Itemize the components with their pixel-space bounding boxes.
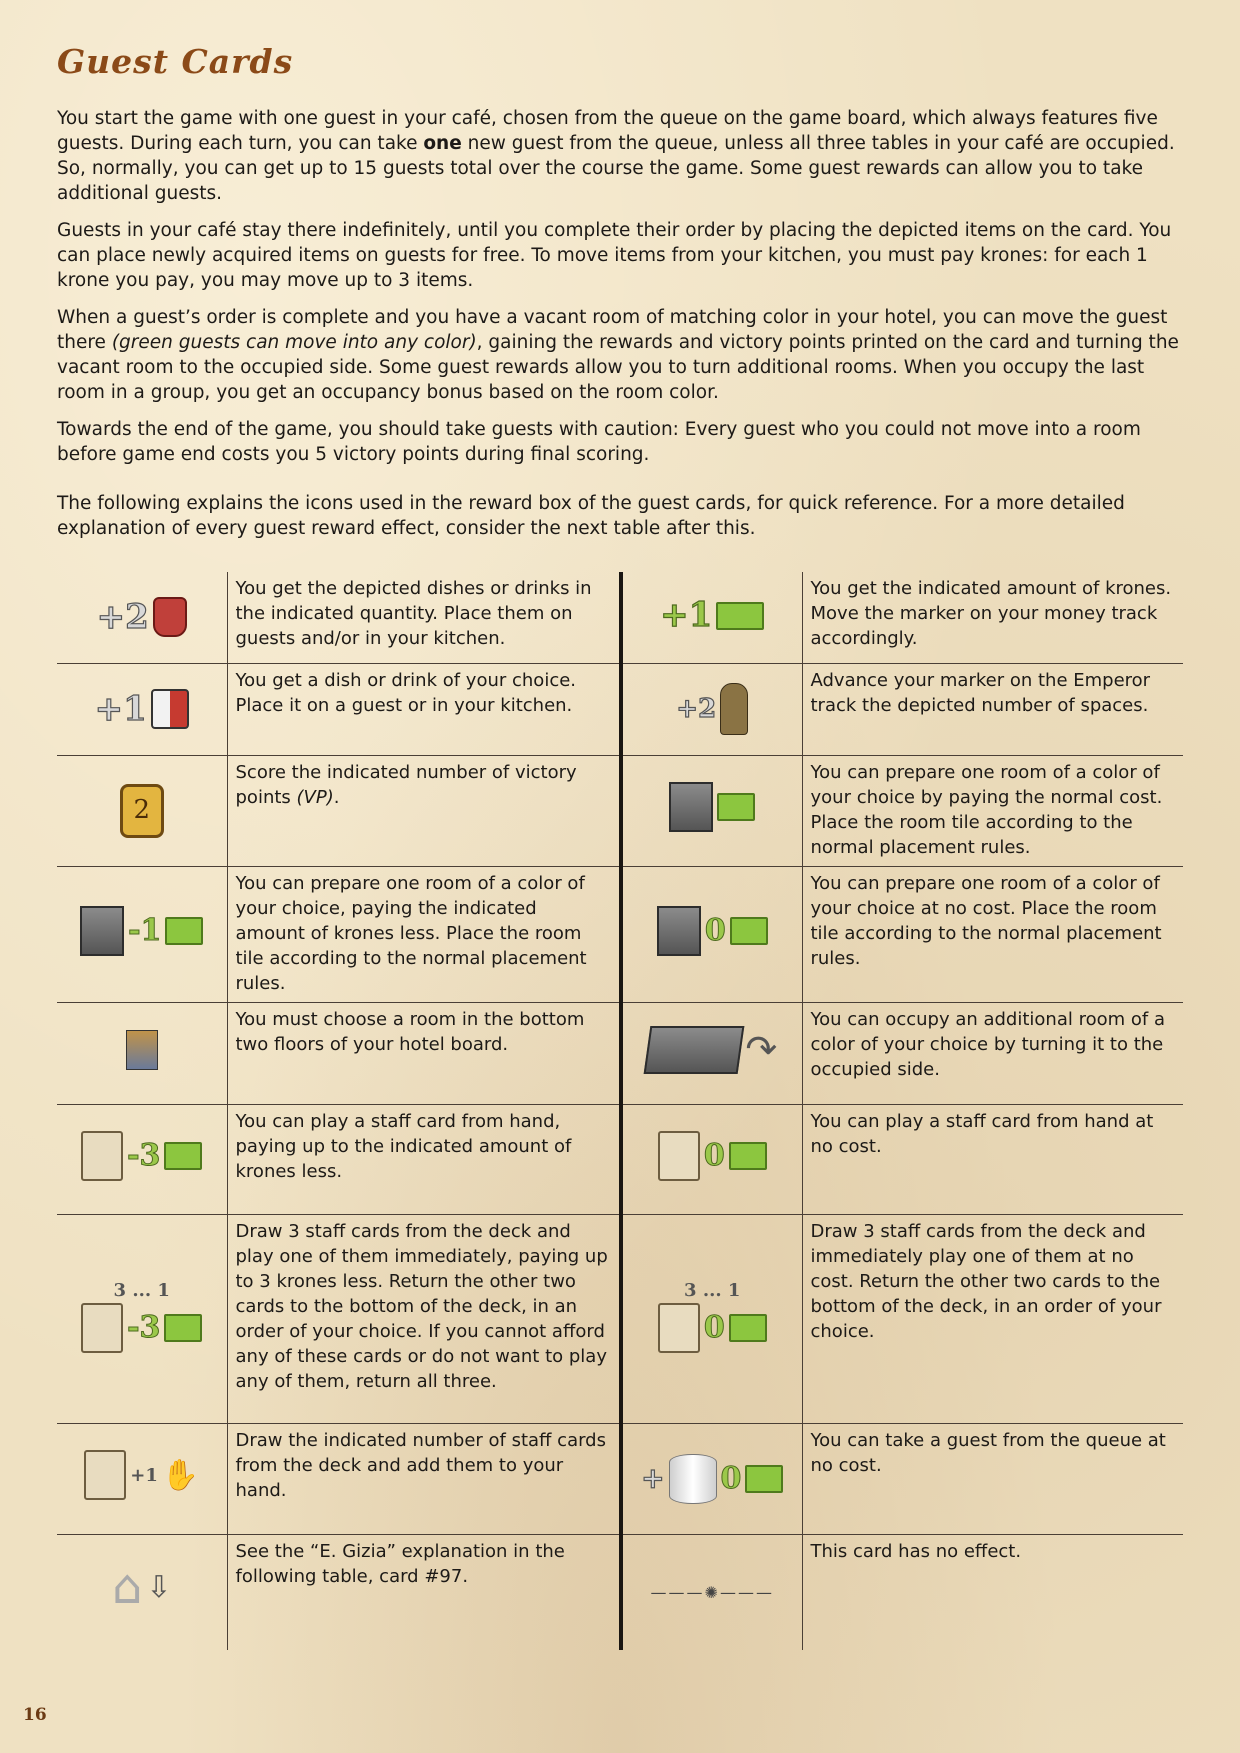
row8-left-text: Draw the indicated number of staff cards from the deck and add them to your hand.	[227, 1423, 621, 1534]
draw-range-label: 3 ... 1	[684, 1279, 741, 1301]
room-tile-icon	[669, 782, 713, 832]
money-icon	[717, 793, 755, 821]
row3-right-text: You can prepare one room of a color of your choice by paying the normal cost. Place the room tile according to the normal placement rules.	[810, 761, 1163, 858]
guest-table-icon	[669, 1454, 717, 1504]
intro-p1-b: new guest from the queue, unless all three tables in your café are occupied. So, normally, you can get up to 15 guests total over the course the game. Some guest rewards can allow you to take additional guests.	[57, 133, 1175, 204]
row3-left-text	[227, 755, 621, 866]
emperor-bust-icon	[621, 663, 802, 755]
row2-right-text: Advance your marker on the Emperor track the depicted number of spaces.	[810, 669, 1151, 716]
prepare-room-discount-icon	[57, 866, 227, 1002]
staff-free-icon	[621, 1104, 802, 1214]
choice-flag-icon	[151, 689, 189, 729]
money-icon	[165, 917, 203, 945]
plus1-label: +1	[660, 595, 713, 635]
draw-range-label: 3 ... 1	[113, 1279, 170, 1301]
table-row	[57, 1534, 1183, 1650]
table-row	[57, 1002, 1183, 1104]
money-icon	[164, 1142, 202, 1170]
staff-card-icon	[81, 1303, 123, 1353]
intro-p3-a: When a guest’s order is complete and you have a vacant room of matching color in your hotel, you can move the guest there	[57, 307, 1168, 353]
staff-discount-icon	[57, 1104, 227, 1214]
row3-left-b: .	[333, 786, 340, 808]
take-guest-free-icon	[621, 1423, 802, 1534]
row7-right-text: Draw 3 staff cards from the deck and immediately play one of them at no cost. Return the other two cards to the bottom of the deck, in an order of your choice.	[810, 1220, 1162, 1342]
money-icon	[716, 602, 764, 630]
page-number: 16	[23, 1705, 47, 1725]
room-flip-icon	[644, 1026, 745, 1074]
row8-right-text: You can take a guest from the queue at no cost.	[810, 1429, 1166, 1476]
minus3-label: -3	[127, 1310, 161, 1345]
row7-left-text: Draw 3 staff cards from the deck and play one of them immediately, paying up to 3 krones less. Return the other two cards to the bottom of the deck, in an order of your choice. If you cannot afford any of these cards or do not want to play any of them, return all three.	[227, 1214, 621, 1423]
plus2-label: +2	[96, 596, 149, 637]
draw-staff-hand-icon	[57, 1423, 227, 1534]
krone-money-icon	[621, 572, 802, 663]
room-tile-icon	[80, 906, 124, 956]
money-icon	[729, 1314, 767, 1342]
gizia-icon	[57, 1534, 227, 1650]
icon-reference-table	[57, 572, 1183, 1650]
draw-staff-discount-icon	[57, 1214, 227, 1423]
staff-card-icon	[81, 1131, 123, 1181]
occupy-room-icon	[621, 1002, 802, 1104]
zero-label: 0	[703, 1310, 725, 1345]
plus1-label: +1	[94, 688, 147, 729]
staff-card-icon	[84, 1450, 126, 1500]
row1-left-text: You get the depicted dishes or drinks in the indicated quantity. Place them on guests and/or in your kitchen.	[227, 572, 621, 663]
intro-paragraph-2: Guests in your café stay there indefinitely, until you complete their order by placing the depicted items on the card. You can place newly acquired items on guests for free. To move items from your kitchen, you must pay krones: for each 1 krone you pay, you may move up to 3 items.	[57, 220, 1172, 291]
intro-paragraph-1	[57, 106, 1182, 206]
intro-paragraph-5: The following explains the icons used in the reward box of the guest cards, for quick reference. For a more detailed explanation of every guest reward effect, consider the next table after this.	[57, 493, 1125, 539]
choice-item-icon	[57, 663, 227, 755]
zero-label: 0	[703, 1138, 725, 1173]
row6-left-text: You can play a staff card from hand, paying up to the indicated amount of krones less.	[227, 1104, 621, 1214]
table-row	[57, 755, 1183, 866]
minus3-label: -3	[127, 1138, 161, 1173]
table-row	[57, 1423, 1183, 1534]
row3-left-italic: (VP)	[296, 786, 334, 808]
vp-token: 2	[120, 784, 164, 838]
prepare-room-free-icon	[621, 866, 802, 1002]
table-row	[57, 1214, 1183, 1423]
crossed-arrow-icon: ⇩	[146, 1569, 172, 1605]
hand-icon: ✋	[161, 1457, 200, 1493]
dish-drink-icon	[57, 572, 227, 663]
money-icon	[729, 1142, 767, 1170]
page-title: Guest Cards	[57, 42, 294, 81]
row5-right-text: You can occupy an additional room of a color of your choice by turning it to the occupied side.	[810, 1008, 1165, 1080]
table-row	[57, 572, 1183, 663]
intro-text	[57, 106, 1182, 553]
intro-p3-italic: (green guests can move into any color)	[111, 332, 477, 353]
curved-arrow-icon: ↷	[745, 1027, 778, 1071]
intro-paragraph-4: Towards the end of the game, you should take guests with caution: Every guest who you could not move into a room before game end costs you 5 victory points during final scoring.	[57, 419, 1141, 465]
money-icon	[730, 917, 768, 945]
staff-card-icon	[658, 1303, 700, 1353]
money-icon	[745, 1465, 783, 1493]
hotel-floors-icon	[126, 1030, 158, 1070]
plus2-label: +2	[676, 693, 717, 724]
money-icon	[164, 1314, 202, 1342]
castle-icon: ⌂	[111, 1558, 143, 1615]
staff-card-icon	[658, 1131, 700, 1181]
plus-sign-icon: +	[641, 1462, 665, 1495]
row1-right-text: You get the indicated amount of krones. Move the marker on your money track accordingly.	[810, 578, 1172, 649]
ornament-divider-icon: ———✺———	[650, 1582, 774, 1602]
minus1-label: -1	[128, 913, 162, 948]
row2-left-text: You get a dish or drink of your choice. Place it on a guest or in your kitchen.	[227, 663, 621, 755]
intro-paragraph-3	[57, 305, 1182, 405]
draw-staff-free-icon	[621, 1214, 802, 1423]
bust-icon	[720, 683, 748, 735]
no-effect-icon	[621, 1534, 802, 1650]
row4-left-text: You can prepare one room of a color of your choice, paying the indicated amount of krones less. Place the room tile according to the normal placement rules.	[227, 866, 621, 1002]
room-tile-icon	[657, 906, 701, 956]
plus1-small-label: +1	[130, 1464, 158, 1486]
bottom-floors-icon	[57, 1002, 227, 1104]
intro-p1-bold: one	[423, 133, 462, 154]
row9-right-text: This card has no effect.	[810, 1540, 1022, 1562]
red-cup-icon	[153, 597, 187, 637]
row9-left-text: See the “E. Gizia” explanation in the following table, card #97.	[227, 1534, 621, 1650]
row5-left-text: You must choose a room in the bottom two floors of your hotel board.	[227, 1002, 621, 1104]
prepare-room-icon	[621, 755, 802, 866]
row6-right-text: You can play a staff card from hand at no cost.	[810, 1110, 1154, 1157]
table-row	[57, 1104, 1183, 1214]
intro-p3-b: , gaining the rewards and victory points printed on the card and turning the vacant room to the occupied side. Some guest rewards allow you to turn additional rooms. When you occupy the last room in a group, you get an occupancy bonus based on the room color.	[57, 332, 1179, 403]
table-row	[57, 866, 1183, 1002]
row4-right-text: You can prepare one room of a color of your choice at no cost. Place the room tile according to the normal placement rules.	[810, 872, 1162, 969]
intro-p1-a: You start the game with one guest in your café, chosen from the queue on the game board, which always features five guests. During each turn, you can take	[57, 108, 1158, 154]
row3-left-a: Score the indicated number of victory points	[235, 761, 577, 808]
zero-label: 0	[720, 1461, 742, 1496]
victory-point-icon	[57, 755, 227, 866]
zero-label: 0	[704, 913, 726, 948]
table-row	[57, 663, 1183, 755]
